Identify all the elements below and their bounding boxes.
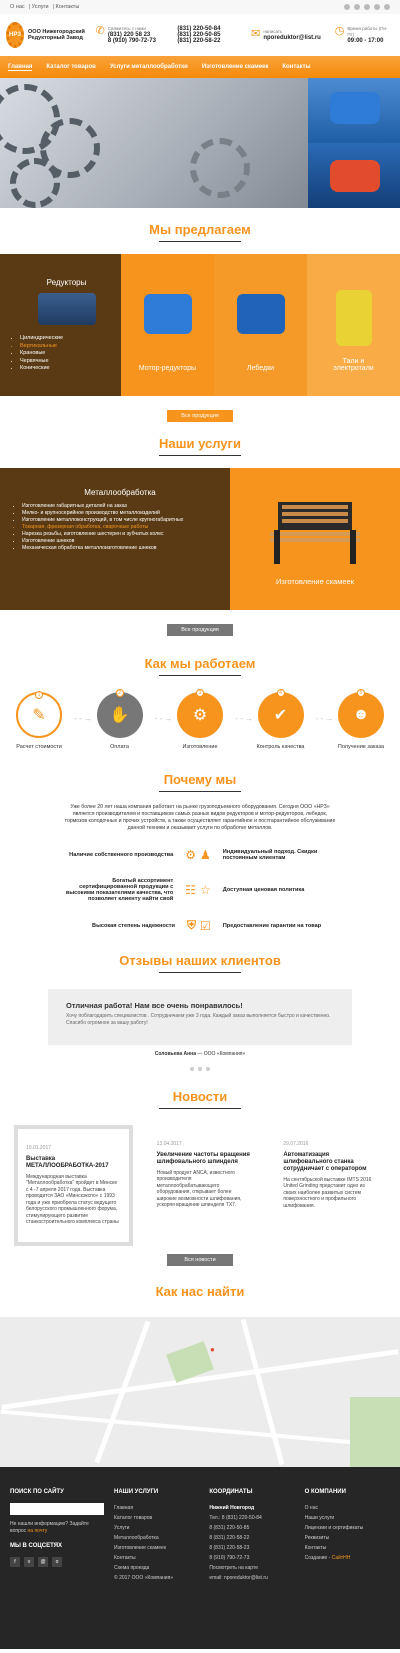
footer-link[interactable]: Контакты (114, 1554, 136, 1561)
title-underline (159, 1108, 241, 1109)
made-by (305, 1553, 390, 1563)
offer-motor-reducers[interactable] (121, 254, 214, 396)
step-payment[interactable] (89, 690, 173, 750)
top-link-contacts[interactable]: Контакты (55, 4, 80, 10)
certificate-icon: ☷ (185, 883, 196, 897)
footer-link[interactable]: Наши услуги (304, 1514, 335, 1521)
step-label: Оплата (110, 744, 129, 750)
news-title-link[interactable]: Увеличение частоты вращения шлифовального шпинделя (156, 1151, 250, 1165)
why-item-text: Предоставление гарантии на товар (222, 922, 322, 929)
made-by-link[interactable]: СайтНН (331, 1554, 351, 1561)
winch-image (237, 294, 285, 334)
offer-reducers-title: Редукторы (46, 278, 87, 287)
footer-social-title: МЫ В СОЦСЕТЯХ (10, 1542, 63, 1549)
how-title: Как мы работаем (144, 656, 256, 671)
footer-link[interactable]: Реквизиты (304, 1534, 330, 1541)
footer-about (305, 1487, 390, 1649)
pagination-dot[interactable] (198, 1067, 202, 1071)
location-map[interactable] (0, 1317, 400, 1467)
footer-map-link[interactable]: Посмотреть на карте (209, 1564, 258, 1571)
footer-city: Нижний Новгород (209, 1504, 255, 1511)
footer-link[interactable]: Схема проезда (114, 1564, 150, 1571)
reducer-image (38, 293, 96, 325)
clock-icon: ◷ (334, 25, 345, 37)
footer-link[interactable]: Изготовление скамеек (114, 1544, 167, 1551)
search-email-link[interactable]: на почту (27, 1527, 48, 1534)
footer-contacts (209, 1487, 294, 1649)
service-item[interactable]: • Нарезка резьбы, изготовление шестерен и зубчатых колес (22, 531, 218, 538)
arrow-right-icon: - - → (315, 714, 334, 723)
hero-slider[interactable] (0, 78, 400, 208)
footer-social (10, 1557, 104, 1567)
search-note: Не нашли информацию? Задайте вопрос (10, 1520, 89, 1534)
pagination-dot[interactable] (206, 1067, 210, 1071)
vk-icon[interactable] (354, 4, 360, 10)
top-bar (0, 0, 400, 14)
nav-contacts[interactable]: Контакты (282, 64, 311, 70)
title-underline (159, 455, 241, 456)
news-text: Международная выставка "Металлообработка" пройдет в Минске с 4 -7 апреля 2017 года. Выставка проводится ЗАО «Минскэкспо» с 1993 года и уже приобрела статус ведущего белорусского промышленного форума, стимулирующего развитие станкостроительного комплекса страны (26, 1173, 119, 1225)
step-label: Изготовление (182, 744, 218, 750)
copyright: © 2017 ООО «Компания» (114, 1574, 174, 1581)
why-item (200, 918, 344, 933)
envelope-icon: ✉ (251, 28, 261, 40)
top-social (344, 4, 390, 10)
footer-search (10, 1487, 104, 1649)
motor-reducer-image (330, 92, 380, 124)
map-marker-icon[interactable]: ● (210, 1344, 215, 1354)
odnoklassniki-icon[interactable]: o (52, 1557, 62, 1567)
news-title-link[interactable]: Автоматизация шлифовального станка сотрудничает с оператором (283, 1151, 367, 1172)
footer-phone[interactable]: 8 (831) 220-58-23 (209, 1544, 250, 1551)
why-item-text: Наличие собственного производства (69, 852, 174, 858)
news-list (0, 1125, 400, 1246)
why-title: Почему мы (163, 772, 237, 787)
company-name: ООО Нижегородский Редукторный Завод (28, 29, 85, 41)
facebook-icon[interactable]: f (10, 1557, 20, 1567)
gear-decoration (10, 158, 60, 208)
footer-link[interactable]: Услуги (114, 1524, 130, 1531)
news-date: 13.04.2017 (156, 1141, 182, 1147)
motor-reducer-image (144, 294, 192, 334)
map-park (350, 1397, 400, 1467)
clipboard-icon: 1 ✎ (16, 692, 62, 738)
arrow-right-icon: - - → (74, 714, 92, 723)
reducers-item[interactable]: • Крановые (20, 350, 113, 358)
footer-about-title: О КОМПАНИИ (304, 1488, 346, 1495)
footer (0, 1467, 400, 1649)
offers-title: Мы предлагаем (149, 222, 251, 237)
hoist-image (336, 290, 372, 346)
footer-link[interactable]: Каталог товаров (114, 1514, 153, 1521)
footer-email[interactable]: email: nporeduktor@list.ru (209, 1574, 268, 1581)
checkmark-icon: 4 ✔ (258, 692, 304, 738)
odnoklassniki-icon[interactable] (374, 4, 380, 10)
service-item[interactable]: • Изготовление габаритных деталей на заказ (22, 503, 218, 510)
nav-metal-services[interactable]: Услуги металлообработки (109, 64, 188, 70)
news-date: 29.07.2016 (283, 1141, 309, 1147)
nav-catalog[interactable]: Каталог товаров (46, 64, 96, 70)
news-item[interactable] (14, 1125, 133, 1246)
guarantee-icon: ☑ (200, 918, 211, 933)
news-item[interactable] (149, 1125, 260, 1246)
title-underline (159, 791, 241, 792)
phones-column (177, 26, 245, 44)
step-quality[interactable] (250, 690, 334, 750)
footer-search-input[interactable] (10, 1503, 104, 1515)
news-date: 10.01.2017 (26, 1145, 52, 1151)
mail-icon[interactable]: @ (38, 1557, 48, 1567)
phone-icon: ✆ (95, 25, 105, 37)
metalworking-list (22, 503, 218, 552)
why-item (200, 878, 344, 902)
facebook-icon[interactable] (344, 4, 350, 10)
reducers-item[interactable]: • Цилиндрические (20, 335, 113, 343)
pagination-dot[interactable] (190, 1067, 194, 1071)
header-email[interactable]: nporeduktor@list.ru (263, 35, 321, 41)
offer-label: Лебедки (246, 365, 275, 372)
why-item (56, 878, 200, 902)
handshake-icon: 2 ✋ (97, 692, 143, 738)
review-card (48, 989, 352, 1045)
twitter-icon[interactable] (364, 4, 370, 10)
main-nav (0, 56, 400, 78)
why-item (200, 848, 344, 862)
map-title: Как нас найти (155, 1283, 245, 1299)
footer-link[interactable]: Главная (114, 1504, 134, 1511)
hours-value: 09:00 - 17:00 (347, 38, 384, 44)
title-underline (159, 241, 241, 242)
why-description: Уже более 20 лет наша компания работает на рынке грузоподъемного оборудования. Сегодня ООО «НРЗ» является производителем и поставщиком самых разных видов редукторов и мотор-редукторов, лебедок, тормозов колодочных и прочих устройств, а также осуществляет гарантийное и постгарантийное обслуживание данной техники и оказывает услуги по обработке металлов. (64, 804, 336, 831)
review-pagination (0, 1067, 400, 1071)
step-label: Контроль качества (256, 744, 305, 750)
reducers-item[interactable]: • Конические (20, 365, 113, 373)
map-road (1, 1409, 400, 1448)
made-by-label: Создание - (304, 1554, 331, 1561)
hours-block (335, 26, 394, 44)
people-icon: ♟ (200, 848, 211, 862)
all-news-button[interactable]: Вся новости (167, 1254, 233, 1266)
footer-phone[interactable]: 8 (831) 220-50-85 (209, 1524, 250, 1531)
service-benches[interactable] (230, 468, 400, 610)
bench-image (260, 496, 370, 566)
service-item[interactable]: • Изготовление металлоконструкций, в том числе крупногабаритных (22, 517, 218, 524)
review-author-name: Соловьева Анна (154, 1051, 196, 1057)
all-products-button[interactable]: Все продукция (167, 410, 233, 422)
offer-winches[interactable] (214, 254, 307, 396)
review-title: Отличная работа! Нам все очень понравилось! (66, 1001, 243, 1010)
header (0, 14, 400, 56)
review-text: Хочу поблагодарить специалистов . Сотрудничаем уже 3 года. Каждый заказ выполняется быстро и качественно. Спасибо огромное за вашу работу! (66, 1013, 331, 1026)
phone-block (96, 26, 172, 44)
reducers-item[interactable]: • Червячные (20, 358, 113, 366)
phone-1[interactable]: (831) 220-50-84 (177, 26, 221, 32)
thumbs-up-icon: 5 ☻ (338, 692, 384, 738)
footer-contacts-title: КООРДИНАТЫ (209, 1488, 253, 1495)
footer-search-title: ПОИСК ПО САЙТУ (10, 1488, 64, 1495)
footer-phone[interactable]: 8 (910) 790-72-73 (209, 1554, 250, 1561)
why-item (56, 848, 200, 862)
call-label: Свяжитесь с нами (107, 26, 146, 31)
reducers-item[interactable]: • Вертикальные (20, 343, 113, 351)
offers-grid (0, 254, 400, 396)
top-link-services[interactable]: Услуги (31, 4, 49, 10)
reviews-title: Отзывы наших клиентов (119, 953, 281, 968)
footer-link[interactable]: Лицензии и сертификаты (304, 1524, 364, 1531)
phone-alt[interactable]: 8 (910) 790-72-73 (107, 38, 156, 44)
news-item[interactable] (275, 1125, 386, 1246)
why-item-text: Индивидуальный подход. Скидки постоянным клиентам (222, 849, 318, 861)
service-metalworking[interactable] (0, 468, 230, 610)
title-underline (159, 972, 241, 973)
news-text: Новый продукт ANCA, известного производителя металлообрабатывающего оборудования, открывает более широкие возможности шлифования, ускоряя вращение шпинделя ТХ7. (156, 1169, 242, 1208)
why-item (56, 918, 200, 933)
service-item[interactable]: • Изготовление шнеков (22, 538, 218, 545)
why-item-text: Доступная ценовая политика (222, 887, 305, 893)
reducers-list (20, 335, 113, 373)
phone-2[interactable]: (831) 220-50-85 (177, 32, 221, 38)
why-grid (0, 848, 400, 933)
step-calculation[interactable] (8, 692, 92, 750)
map-road (241, 1318, 285, 1464)
footer-phone[interactable]: 8 (831) 220-58-22 (209, 1534, 250, 1541)
why-item-text: Богатый ассортимент сертифицированной продукции с высокими показателями качества, что позволяет клиенту найти свой (65, 878, 174, 902)
review-author: Соловьева Анна — ООО «Компания» (154, 1051, 246, 1057)
gear-icon: 3 ⚙ (177, 692, 223, 738)
service-item[interactable]: • Мелко- и крупносерийное производство металлоизделий (22, 510, 218, 517)
top-link-about[interactable]: О нас (10, 4, 25, 10)
footer-link[interactable]: Контакты (304, 1544, 327, 1551)
logo[interactable] (6, 22, 90, 48)
step-label: Получение заказа (337, 744, 385, 750)
why-item-text: Высокая степень надежности (92, 922, 175, 929)
news-title-link[interactable]: Выставка МЕТАЛЛООБРАБОТКА-2017 (26, 1155, 109, 1169)
footer-phone[interactable]: Тел.: 8 (831) 220-50-84 (209, 1514, 262, 1521)
step-production[interactable] (169, 690, 253, 750)
phone-3[interactable]: (831) 220-58-22 (177, 38, 221, 44)
vk-icon[interactable]: v (24, 1557, 34, 1567)
gear-decoration (190, 138, 250, 198)
email-block (251, 29, 329, 41)
service-item[interactable]: • Механическая обработка металлоизготовление шнеков (22, 545, 218, 552)
email-label: написать (263, 29, 283, 34)
title-underline (159, 675, 241, 676)
services-grid (0, 468, 400, 610)
nav-home[interactable]: Главная (8, 63, 33, 70)
phone-main[interactable]: (831) 220 58 23 (107, 32, 151, 38)
winch-image (330, 160, 380, 192)
offer-label: Тали и электротали (333, 358, 374, 372)
gear-logo-icon: НРЗ (6, 22, 24, 48)
arrow-right-icon: - - → (235, 714, 253, 723)
news-title: Новости (172, 1089, 228, 1104)
steps-row (0, 692, 400, 750)
arrow-right-icon: - - → (154, 714, 173, 723)
step-delivery[interactable] (330, 692, 392, 750)
top-links: О нас | Услуги | Контакты (10, 4, 80, 10)
review-author-company: ООО «Компания» (203, 1051, 246, 1057)
footer-link[interactable]: О нас (304, 1504, 318, 1511)
offer-label: Мотор-редукторы (138, 365, 197, 372)
all-services-button[interactable]: Все продукция (167, 624, 233, 636)
step-label: Расчет стоимости (16, 744, 62, 750)
gear-icon: ⚙ (185, 848, 196, 862)
bench-label: Изготовление скамеек (275, 577, 355, 586)
offer-reducers[interactable] (0, 254, 121, 396)
footer-link[interactable]: Металлообработка (114, 1534, 159, 1541)
footer-services-title: НАШИ УСЛУГИ (114, 1488, 159, 1495)
service-item[interactable]: • Токарная, фрезерная обработка, сварочные работы (22, 524, 218, 531)
nav-benches[interactable]: Изготовление скамеек (201, 64, 269, 70)
services-title: Наши услуги (159, 436, 241, 451)
mail-icon[interactable] (384, 4, 390, 10)
hours-label: Время работы (Пн-Пт) (347, 26, 388, 37)
metalworking-title: Металлообработка (84, 488, 156, 497)
footer-services (114, 1487, 199, 1649)
news-text: На сентябрьской выставке IMTS 2016 United Grinding представит одно из своих наиболее развитых систем поверхностного и профильного шлифования. (283, 1176, 372, 1209)
offer-hoists[interactable] (307, 254, 400, 396)
shield-icon: ⛨ (186, 918, 196, 932)
price-tag-icon: ☆ (200, 883, 211, 897)
